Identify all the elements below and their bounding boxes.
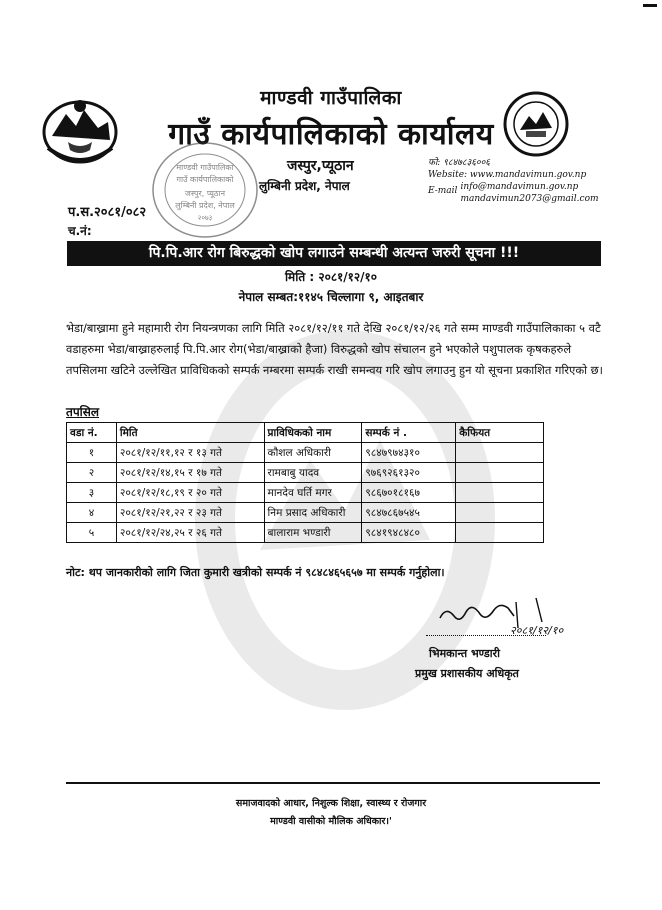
email-label: E-mail	[428, 186, 458, 196]
signatory-name: भिमकान्त भण्डारी	[429, 647, 500, 660]
phone-number: फो: ९८४७८३६००६	[428, 158, 490, 168]
table-row	[67, 523, 544, 543]
cell-ward: ४	[67, 503, 117, 523]
official-stamp-icon	[150, 140, 260, 240]
address-line-1: जस्पुर,प्यूठान	[287, 158, 354, 174]
table-header-row	[67, 423, 544, 443]
cell-remarks	[456, 503, 544, 523]
office-name-small: माण्डवी गाउँपालिका	[260, 87, 402, 109]
cell-technician: कौशल अधिकारी	[264, 443, 362, 463]
cell-remarks	[456, 463, 544, 483]
cell-date: २०८१/१२/२४,२५ र २६ गते	[116, 523, 264, 543]
header-contact-no: सम्पर्क नं .	[362, 423, 456, 443]
signatory-title: प्रमुख प्रशासकीय अधिकृत	[415, 667, 519, 680]
table-row	[67, 503, 544, 523]
cell-date: २०८१/१२/१८,१९ र २० गते	[116, 483, 264, 503]
signature-icon	[436, 588, 586, 640]
cell-technician: रामबाबु यादव	[264, 463, 362, 483]
footer-divider	[66, 782, 600, 784]
schedule-heading: तपसिल	[66, 405, 100, 419]
header-technician-name: प्राविधिकको नाम	[264, 423, 362, 443]
address-line-2: लुम्बिनी प्रदेश, नेपाल	[259, 179, 350, 193]
cell-remarks	[456, 523, 544, 543]
schedule-table	[66, 422, 544, 543]
stamp-line-3: जस्पुर, प्यूठान	[184, 189, 226, 198]
email-secondary: mandavimun2073@gmail.com	[460, 194, 599, 204]
cell-ward: १	[67, 443, 117, 463]
nepal-sambat-date: नेपाल सम्बत:११४५ चिल्लागा ९, आइतबार	[238, 290, 424, 304]
cell-contact: ९८६७०१८१६७	[362, 483, 456, 503]
cell-remarks	[456, 483, 544, 503]
email-primary: info@mandavimun.gov.np	[460, 182, 579, 192]
header-date: मिति	[116, 423, 264, 443]
cell-contact: ९८४७८६७५४५	[362, 503, 456, 523]
contact-note: नोट: थप जानकारीको लागि जिता कुमारी खत्रीको सम्पर्क नं ९८४८४६५६५७ मा सम्पर्क गर्नुहोला।	[66, 566, 445, 579]
header-ward-no: वडा नं.	[67, 423, 117, 443]
cell-ward: ५	[67, 523, 117, 543]
stamp-line-5: २०७३	[197, 214, 213, 222]
stamp-line-1: माण्डवी गाउँपालिका	[176, 163, 234, 172]
email-block	[428, 181, 599, 205]
cell-date: २०८१/१२/२१,२२ र २३ गते	[116, 503, 264, 523]
cell-technician: बालाराम भण्डारी	[264, 523, 362, 543]
table-row	[67, 463, 544, 483]
signature-line	[426, 635, 546, 636]
dispatch-number: च.नं:	[68, 224, 92, 238]
notice-date: मिति : २०८१/१२/१०	[284, 270, 378, 284]
table-row	[67, 443, 544, 463]
cell-technician: मानदेव घर्ति मगर	[264, 483, 362, 503]
cell-remarks	[456, 443, 544, 463]
footer-slogan-line-1: समाजवादको आधार, निशुल्क शिक्षा, स्वास्थ्य र रोजगार	[235, 798, 427, 809]
website: Website: www.mandavimun.gov.np	[428, 170, 587, 180]
cell-ward: २	[67, 463, 117, 483]
cell-contact: ९८४१९४८४८०	[362, 523, 456, 543]
stamp-line-4: लुम्बिनी प्रदेश, नेपाल	[175, 201, 235, 210]
header-remarks: कैफियत	[456, 423, 544, 443]
reference-number: प.स.२०८१/०८२	[68, 205, 147, 220]
cell-contact: ९७६९२६१३२०	[362, 463, 456, 483]
contact-block	[428, 157, 599, 205]
notice-body: भेडा/बाख्रामा हुने महामारी रोग नियन्त्रणका लागि मिति २०८१/१२/११ गते देखि २०८१/१२/२६ गते सम्म माण्डवी गाउँपालिकाका ५ वटै वडाहरुमा भेडा/बाख्राहरुलाई पि.पि.आर रोग(भेडा/बाख्राको हैजा) विरुद्धको खोप संचालन हुने भएकोले पशुपालक कृषकहरुले तपसिलमा खटिने उल्लेखित प्राविधिकको सम्पर्क नम्बरमा सम्पर्क राखी समन्वय गरि खोप लगाउनु हुन यो सूचना प्रकाशित गरिएको छ।	[66, 321, 603, 377]
stamp-line-2: गाउँ कार्यपालिकाको	[176, 175, 234, 184]
cell-date: २०८१/१२/११,१२ र १३ गते	[116, 443, 264, 463]
footer-slogan-line-2: माण्डवी वासीको मौलिक अधिकार।'	[270, 816, 392, 827]
notice-title-banner: पि.पि.आर रोग बिरुद्धको खोप लगाउने सम्बन्धी अत्यन्त जरुरी सूचना !!!	[67, 241, 601, 266]
office-name-large: गाउँ कार्यपालिकाको कार्यालय	[168, 117, 494, 152]
cell-contact: ९८४७९७४३१०	[362, 443, 456, 463]
cell-technician: निम प्रसाद अधिकारी	[264, 503, 362, 523]
cell-date: २०८१/१२/१४,१५ र १७ गते	[116, 463, 264, 483]
corner-mark	[643, 4, 657, 7]
cell-ward: ३	[67, 483, 117, 503]
table-row	[67, 483, 544, 503]
signature-date: २०८१/१२/१०	[510, 624, 564, 637]
